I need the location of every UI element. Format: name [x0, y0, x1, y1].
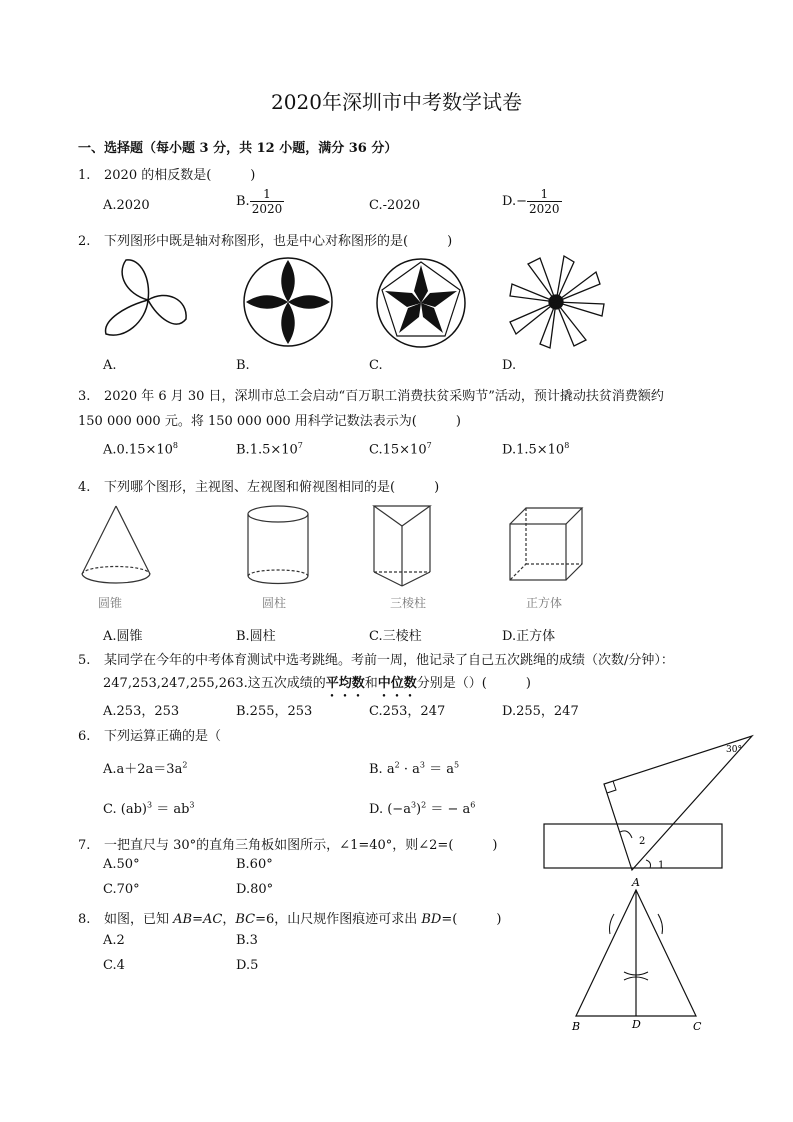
q2-option-d: D. [502, 358, 517, 373]
question-text: 下列图形中既是轴对称图形，也是中心对称图形的是( ) [104, 234, 453, 249]
option-prefix: C. [369, 442, 383, 458]
question-text: ， [222, 912, 236, 927]
question-number: 7. [78, 838, 91, 853]
cone-caption: 圆锥 [98, 596, 123, 610]
q8-triangle-figure [560, 874, 720, 1034]
q5-option-a: A.253，253 [103, 704, 180, 719]
pinwheel-figure [106, 260, 187, 335]
option-prefix: D. [502, 442, 517, 458]
question-4 [78, 476, 439, 495]
question-5-line2 [103, 672, 531, 700]
q4-solids [78, 502, 598, 592]
option-prefix: D. [369, 802, 384, 817]
denominator: 2020 [251, 202, 283, 216]
q2-option-c: C. [369, 358, 383, 373]
q1-option-c: C.-2020 [369, 198, 421, 213]
q2-figures [96, 254, 616, 354]
vertex-a-label: A [632, 876, 640, 889]
q3-option-b [236, 441, 303, 457]
vertex-b-label: B [572, 1020, 581, 1033]
question-8 [78, 908, 501, 927]
question-number: 6. [78, 729, 91, 744]
q3-option-a [103, 441, 178, 457]
option-math: 1.5×10 [249, 442, 298, 458]
question-number: 4. [78, 480, 91, 495]
numerator: 1 [250, 187, 285, 202]
question-text: =( ) [441, 912, 502, 927]
emphasis-mean: 平均数 [325, 676, 365, 691]
cone-figure [82, 506, 150, 583]
q8-option-b: B.3 [236, 933, 258, 948]
emphasis-median: 中位数 [377, 676, 417, 691]
option-prefix: A. [103, 442, 117, 458]
question-text-line1: 2020 年 6 月 30 日，深圳市总工会启动“百万职工消费扶贫采购节”活动，预计撬动扶贫消费额约 [104, 389, 664, 404]
question-6 [78, 725, 221, 744]
fraction [527, 187, 562, 216]
line-text: 分别是（）( ) [416, 676, 531, 691]
line-text: 247,253,247,255,263.这五次成绩的 [103, 676, 326, 691]
point-d-label: D [632, 1018, 641, 1031]
construction-arc [658, 914, 663, 934]
q3-option-c [369, 441, 432, 457]
question-text: 下列哪个图形，主视图、左视图和俯视图相同的是( ) [104, 480, 440, 495]
q6-option-b [369, 758, 459, 777]
q6-option-a [103, 758, 187, 777]
option-math: $(-a^3)^2$ ＝ − $a^6$ [387, 800, 476, 817]
option-prefix: C. [103, 802, 117, 817]
cylinder-caption: 圆柱 [262, 596, 287, 610]
question-3-line2: 150 000 000 元。将 150 000 000 用科学记数法表示为( ) [78, 414, 461, 429]
question-number: 3. [78, 389, 91, 404]
q1-option-a: A.2020 [103, 198, 150, 213]
question-1 [78, 164, 255, 183]
math-expression: BC [235, 912, 256, 927]
question-number: 1. [78, 168, 91, 183]
angle-30-label: 30° [726, 745, 742, 755]
q4-option-d: D.正方体 [502, 629, 556, 644]
q7-option-b: B.60° [236, 857, 273, 872]
ruler-shape [544, 824, 722, 868]
q3-option-d [502, 441, 569, 457]
option-math: 0.15×10 [116, 442, 173, 458]
question-text: =6，山尺规作图痕迹可求出 [255, 912, 422, 927]
section-heading: 一、选择题（每小题 3 分，共 12 小题，满分 36 分） [78, 141, 398, 156]
q6-option-d [369, 798, 475, 817]
math-expression: BD [421, 912, 442, 927]
option-math: 15×10 [382, 442, 427, 458]
q5-option-d: D.255，247 [502, 704, 579, 719]
q5-option-c: C.253，247 [369, 704, 446, 719]
q1-option-b [236, 187, 284, 216]
fraction [250, 187, 285, 216]
q7-option-a: A.50° [103, 857, 140, 872]
question-5 [78, 649, 674, 668]
option-math: $(ab)^3 = ab^3$ [120, 800, 195, 817]
option-prefix: A. [103, 762, 117, 777]
option-prefix: B. [236, 194, 250, 209]
q8-option-c: C.4 [103, 958, 125, 973]
q6-option-c [103, 798, 195, 817]
exponent: 2 [182, 760, 188, 770]
q2-option-b: B. [236, 358, 250, 373]
math-expression: AB=AC [173, 912, 223, 927]
question-text: 一把直尺与 30°的直角三角板如图所示，∠1=40°，则∠2=( ) [104, 838, 498, 853]
question-text: 2020 的相反数是( ) [104, 168, 256, 183]
option-math: $a^2 \cdot a^3 = a^5$ [386, 760, 460, 777]
question-text: 如图，已知 [104, 912, 174, 927]
q8-option-d: D.5 [236, 958, 259, 973]
petal-circle-figure [244, 258, 332, 346]
option-prefix: B. [236, 442, 250, 458]
question-text: 下列运算正确的是（ [104, 729, 222, 744]
q7-ruler-triangle-figure [540, 732, 790, 874]
question-number: 8. [78, 912, 91, 927]
option-prefix: B. [369, 762, 383, 777]
triangular-prism-figure [374, 506, 430, 586]
angle-1-label: 1 [658, 860, 665, 871]
q8-option-a: A.2 [103, 933, 125, 948]
star-circle-figure [377, 259, 465, 347]
cube-caption: 正方体 [526, 596, 563, 610]
exponent: 8 [564, 441, 570, 450]
cube-figure [510, 508, 582, 580]
q7-option-d: D.80° [236, 882, 274, 897]
q5-option-b: B.255，253 [236, 704, 313, 719]
vertex-c-label: C [693, 1020, 702, 1033]
option-math: 1.5×10 [516, 442, 565, 458]
question-3 [78, 385, 664, 404]
q4-option-c: C.三棱柱 [369, 629, 422, 644]
denominator: 2020 [528, 202, 560, 216]
cylinder-figure [248, 506, 308, 584]
page-title: 2020年深圳市中考数学试卷 [271, 90, 522, 114]
question-number: 5. [78, 653, 91, 668]
question-number: 2. [78, 234, 91, 249]
exponent: 7 [297, 441, 303, 450]
q7-option-c: C.70° [103, 882, 140, 897]
q2-option-a: A. [103, 358, 117, 373]
question-2 [78, 230, 452, 249]
option-math: a＋2a＝3a [116, 762, 183, 777]
q4-option-b: B.圆柱 [236, 629, 276, 644]
construction-arc [610, 914, 615, 934]
option-prefix: D.− [502, 194, 527, 209]
numerator: 1 [527, 187, 562, 202]
q1-option-d [502, 187, 562, 216]
pinwheel-flower-figure [510, 256, 604, 348]
angle-2-label: 2 [639, 836, 646, 847]
question-7 [78, 834, 497, 853]
line-text: 和 [364, 676, 378, 691]
exponent: 8 [172, 441, 179, 450]
question-text-line1: 某同学在今年的中考体育测试中选考跳绳。考前一周，他记录了自己五次跳绳的成绩（次数/分钟）： [104, 653, 674, 668]
prism-caption: 三棱柱 [390, 596, 427, 610]
exponent: 7 [426, 441, 432, 450]
q4-option-a: A.圆锥 [103, 629, 143, 644]
